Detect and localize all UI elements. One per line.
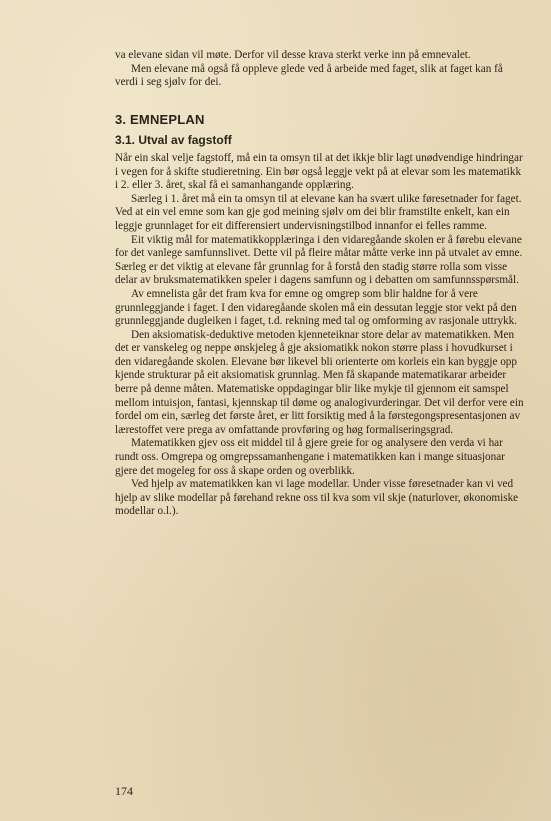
page-number: 174 (115, 784, 133, 798)
intro-paragraph-2: Men elevane må også få oppleve glede ved å arbeide med faget, slik at faget kan få verdi i seg sjølv for dei. (115, 62, 503, 89)
body-paragraph-7: Ved hjelp av matematikken kan vi lage modellar. Under visse føresetnader kan vi ved hjelp av slike modellar på førehand rekne oss til kva som vil skje (naturlover, økonomiske modellar o.l.). (115, 478, 519, 518)
body-paragraph-3: Eit viktig mål for matematikkopplæringa i den vidaregåande skolen er å førebu elevane for det vanlege samfunnslivet. Dette vil på fleire måtar måtte verke inn på utvalet av emne. Særleg er det viktig at elevane får grunnlag for å forstå den stadig større rolla som visse delar av bruksmatematikken speler i dagens samfunn og i debatten om samfunnsspørsmål. (115, 233, 523, 287)
section-heading: 3. EMNEPLAN (115, 111, 205, 127)
body-paragraph-1: Når ein skal velje fagstoff, må ein ta omsyn til at det ikkje blir lagt unødvendige hindringar i vegen for å skifte studieretning. Ein bør også leggje vekt på at elevar som les matematikk i 2. eller 3. året, skal få ei samanhangande opplæring. (115, 151, 523, 192)
intro-paragraph-1: va elevane sidan vil møte. Derfor vil desse krava sterkt verke inn på emnevalet. (115, 49, 471, 61)
body-paragraph-2: Særleg i 1. året må ein ta omsyn til at elevane kan ha svært ulike føresetnader for faget. Ved at ein vel emne som kan gje god meining sjølv om dei blir framstilte enkelt, kan ein leggje grunnlaget for eit differensiert undervisningstilbod innanfor ei felles ramme. (115, 192, 522, 232)
body-paragraph-5: Den aksiomatisk-deduktive metoden kjenneteiknar store delar av matematikken. Men det er vanskeleg og neppe ønskjeleg å gje aksiomatikk nokon større plass i hovudkurset i den vidaregåande skolen. Elevane bør likevel bli orienterte om korleis ein kan byggje opp kjende strukturar på eit aksiomatisk grunnlag. Men få skapande matematikarar arbeider berre på denne måten. Matematiske oppdagingar blir like mykje til gjennom eit samspel mellom intuisjon, fantasi, kjennskap til døme og analogivurderingar. Det vil derfor vere ein fordel om ein, særleg det første året, er litt forsiktig med å la førstegongspresentasjonen av lærestoffet vere prega av omfattande provføring og høg formaliseringsgrad. (115, 328, 524, 436)
intro-section (115, 49, 525, 90)
body-paragraph-4: Av emnelista går det fram kva for emne og omgrep som blir haldne for å vere grunnleggjande i faget. I den vidaregåande skolen må ein dessutan leggje stor vekt på den grunnleggjande dugleiken i faget, t.d. rekning med tal og omforming av rasjonale uttrykk. (115, 287, 518, 328)
body-paragraph-6: Matematikken gjev oss eit middel til å gjere greie for og analysere den verda vi har rundt oss. Omgrepa og omgrepssamanhengane i matematikken kan i mange situasjonar gjere det mogeleg for oss å skape orden og overblikk. (115, 437, 505, 477)
body-text (115, 152, 525, 519)
page-content (115, 49, 525, 519)
subsection-heading: 3.1. Utval av fagstoff (115, 133, 232, 148)
